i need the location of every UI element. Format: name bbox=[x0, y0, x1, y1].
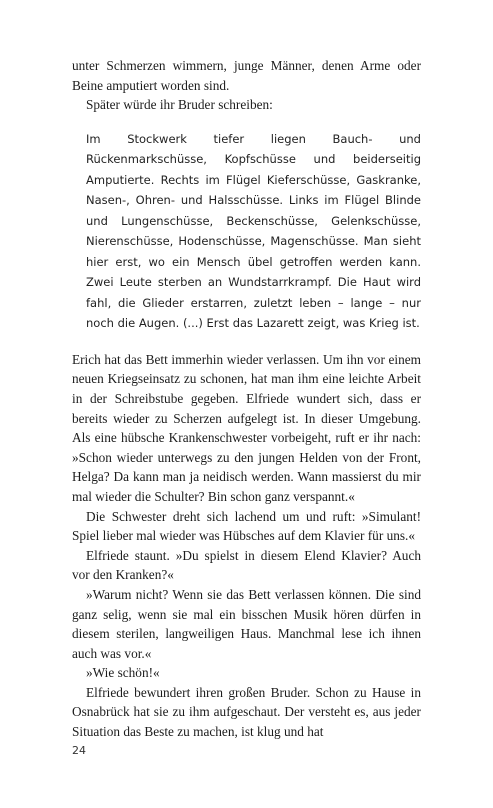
block-quote: Im Stockwerk tiefer liegen Bauch- und Rückenmarkschüsse, Kopfschüsse und beiderseitig Amputierte. Rechts im Flügel Kieferschüsse, Gaskranke, Nasen-, Ohren- und Halsschüsse. Links im Flügel Blinde und Lungenschüsse, Beckenschüsse, Gelenkschüsse, Nierenschüsse, Hodenschüsse, Magenschüsse. Man sieht hier erst, wo ein Mensch übel getroffen werden kann. Zwei Leute sterben an Wundstarrkrampf. Die Haut wird fahl, die Glieder erstarren, zuletzt leben – lange – nur noch die Augen. (...) Erst das Lazarett zeigt, was Krieg ist. bbox=[86, 131, 421, 331]
paragraph-4: Die Schwester dreht sich lachend um und ruft: »Simulant! Spiel lieber mal wieder was Hübsches auf dem Klavier für uns.« bbox=[72, 508, 421, 544]
paragraph-3: Erich hat das Bett immerhin wieder verlassen. Um ihn vor einem neuen Kriegseinsatz zu schonen, hat man ihm eine leichte Arbeit in der Schreibstube gegeben. Elfriede wundert sich, dass er bereits wieder zu Scherzen aufgelegt ist. In dieser Umgebung. Als eine hübsche Krankenschwester vorbeigeht, ruft er ihr nach: »Schon wieder unterwegs zu den jungen Helden von der Front, Helga? Da kann man ja neidisch werden. Wann massierst du mir mal wieder die Schulter? Bin schon ganz verspannt.« bbox=[72, 351, 421, 504]
paragraph-7: »Wie schön!« bbox=[86, 665, 160, 681]
paragraph-6: »Warum nicht? Wenn sie das Bett verlassen können. Die sind ganz selig, wenn sie mal ein bisschen Musik hören dürfen in diesem sterilen, langweiligen Haus. Manchmal lese ich ihnen auch was vor.« bbox=[72, 586, 421, 661]
paragraph-1: unter Schmerzen wimmern, junge Männer, denen Arme oder Beine amputiert worden sind. bbox=[72, 58, 421, 93]
paragraph-8: Elfriede bewundert ihren großen Bruder. Schon zu Hause in Osnabrück hat sie zu ihm aufgeschaut. Der versteht es, aus jeder Situation das Beste zu machen, ist klug und hat bbox=[72, 684, 421, 740]
page-number: 24 bbox=[72, 744, 86, 757]
paragraph-2: Später würde ihr Bruder schreiben: bbox=[86, 97, 273, 113]
page-content bbox=[72, 56, 421, 742]
paragraph-5: Elfriede staunt. »Du spielst in diesem Elend Klavier? Auch vor den Kranken?« bbox=[72, 547, 421, 583]
section-gap bbox=[72, 334, 421, 350]
